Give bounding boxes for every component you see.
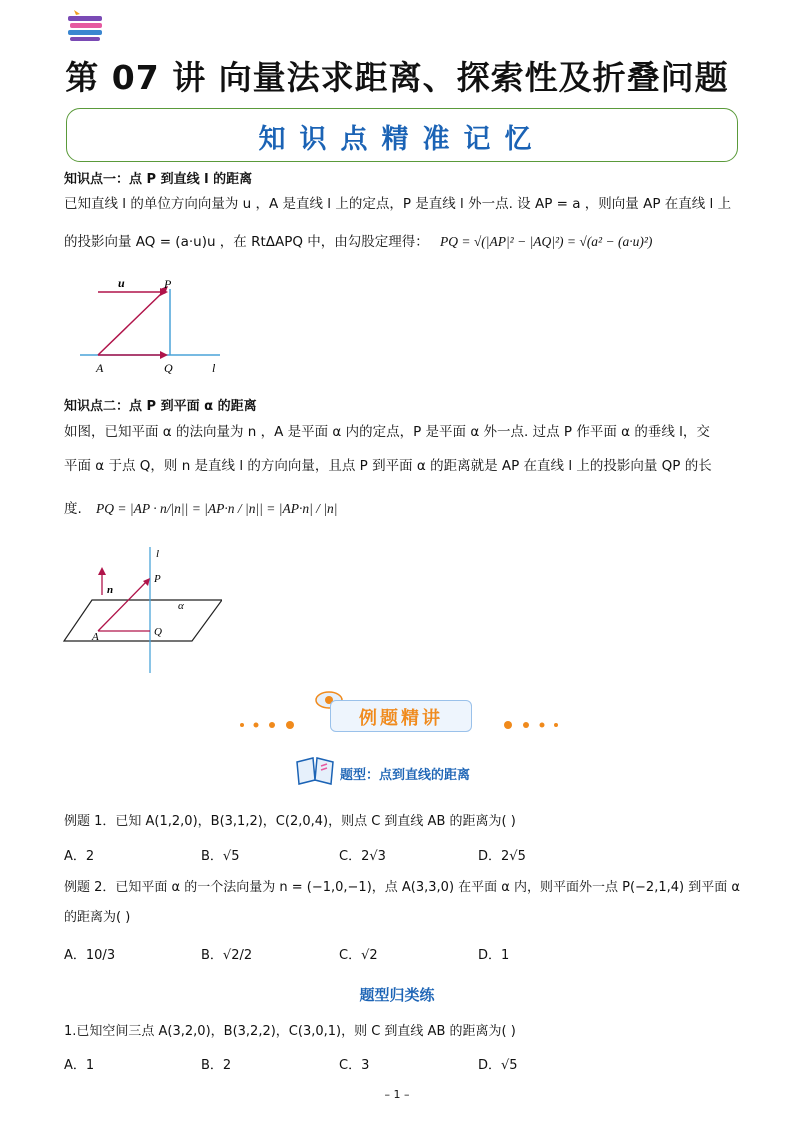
fig1-label-u: u: [118, 276, 125, 290]
kp2-figure: [62, 545, 222, 675]
fig2-label-n: n: [107, 584, 114, 596]
ex1-option-c[interactable]: C．2√3: [339, 849, 386, 864]
practice-title: 题型归类练: [359, 986, 435, 1004]
ex1-option-d[interactable]: D．2√5: [478, 849, 526, 864]
practice-option-a[interactable]: A．1: [64, 1058, 95, 1073]
knowledge-banner: [66, 108, 738, 162]
kp2-formula: PQ = |AP · n/|n|| = |AP·n / |n|| = |AP·n| / |n|: [96, 501, 338, 516]
ex2-question-cont: 的距离为( ): [64, 910, 131, 925]
fig2-label-p: P: [154, 573, 161, 585]
section-title: 例题精讲: [359, 708, 443, 729]
fig1-label-a: A: [96, 361, 104, 375]
page-title: 第 07 讲 向量法求距离、探索性及折叠问题: [65, 58, 729, 97]
banner-text: 知识点精准记忆: [258, 124, 546, 155]
kp1-line1: 已知直线 l 的单位方向向量为 u ，A 是直线 l 上的定点，P 是直线 l 外一点. 设 AP = a ，则向量 AP 在直线 l 上: [64, 196, 732, 212]
page-number: – 1 –: [384, 1088, 410, 1101]
kp1-heading: 知识点一：点 P 到直线 l 的距离: [64, 172, 253, 187]
fig2-label-l: l: [156, 548, 160, 560]
ex2-option-a[interactable]: A．10/3: [64, 948, 116, 963]
type-title: 题型：点到直线的距离: [340, 768, 471, 783]
ex2-option-b[interactable]: B．√2/2: [201, 948, 253, 963]
fig1-label-l: l: [212, 361, 216, 375]
kp1-line2: 的投影向量 AQ = (a·u)u ，在 RtΔAPQ 中，由勾股定理得：: [64, 234, 429, 250]
fig2-label-a: A: [92, 631, 99, 643]
section-title-box: [330, 700, 472, 732]
practice-option-c[interactable]: C．3: [339, 1058, 370, 1073]
ex1-option-b[interactable]: B．√5: [201, 849, 240, 864]
kp2-heading: 知识点二：点 P 到平面 α 的距离: [64, 399, 257, 414]
kp1-figure: [78, 272, 238, 382]
practice-option-b[interactable]: B．2: [201, 1058, 232, 1073]
fig2-label-q: Q: [154, 626, 162, 638]
ex2-question: 例题 2．已知平面 α 的一个法向量为 n = (−1,0,−1)，点 A(3,3,0) 在平面 α 内，则平面外一点 P(−2,1,4) 到平面 α: [64, 880, 740, 895]
section-dots-left: [238, 718, 308, 732]
kp1-formula: PQ = √(|AP|² − |AQ|²) = √(a² − (a·u)²): [440, 234, 653, 249]
fig1-label-q: Q: [164, 361, 173, 375]
kp2-line1: 如图，已知平面 α 的法向量为 n ，A 是平面 α 内的定点，P 是平面 α 外一点. 过点 P 作平面 α 的垂线 l，交: [64, 424, 710, 440]
book-icon: [295, 756, 335, 786]
kp2-line2: 平面 α 于点 Q，则 n 是直线 l 的方向向量，且点 P 到平面 α 的距离就是 AP 在直线 l 上的投影向量 QP 的长: [64, 458, 712, 474]
ex1-option-a[interactable]: A．2: [64, 849, 95, 864]
ex1-question: 例题 1．已知 A(1,2,0)，B(3,1,2)，C(2,0,4)，则点 C 到直线 AB 的距离为( ): [64, 814, 516, 829]
fig2-label-alpha: α: [178, 600, 184, 612]
practice-q1: 1.已知空间三点 A(3,2,0)，B(3,2,2)，C(3,0,1)，则 C 到直线 AB 的距离为( ): [64, 1024, 516, 1039]
ex2-option-c[interactable]: C．√2: [339, 948, 378, 963]
books-logo-icon: [66, 8, 108, 42]
ex2-option-d[interactable]: D．1: [478, 948, 510, 963]
practice-option-d[interactable]: D．√5: [478, 1058, 518, 1073]
section-dots-right: [498, 718, 568, 732]
kp2-line3-prefix: 度.: [64, 501, 82, 517]
fig1-label-p: P: [164, 277, 172, 291]
